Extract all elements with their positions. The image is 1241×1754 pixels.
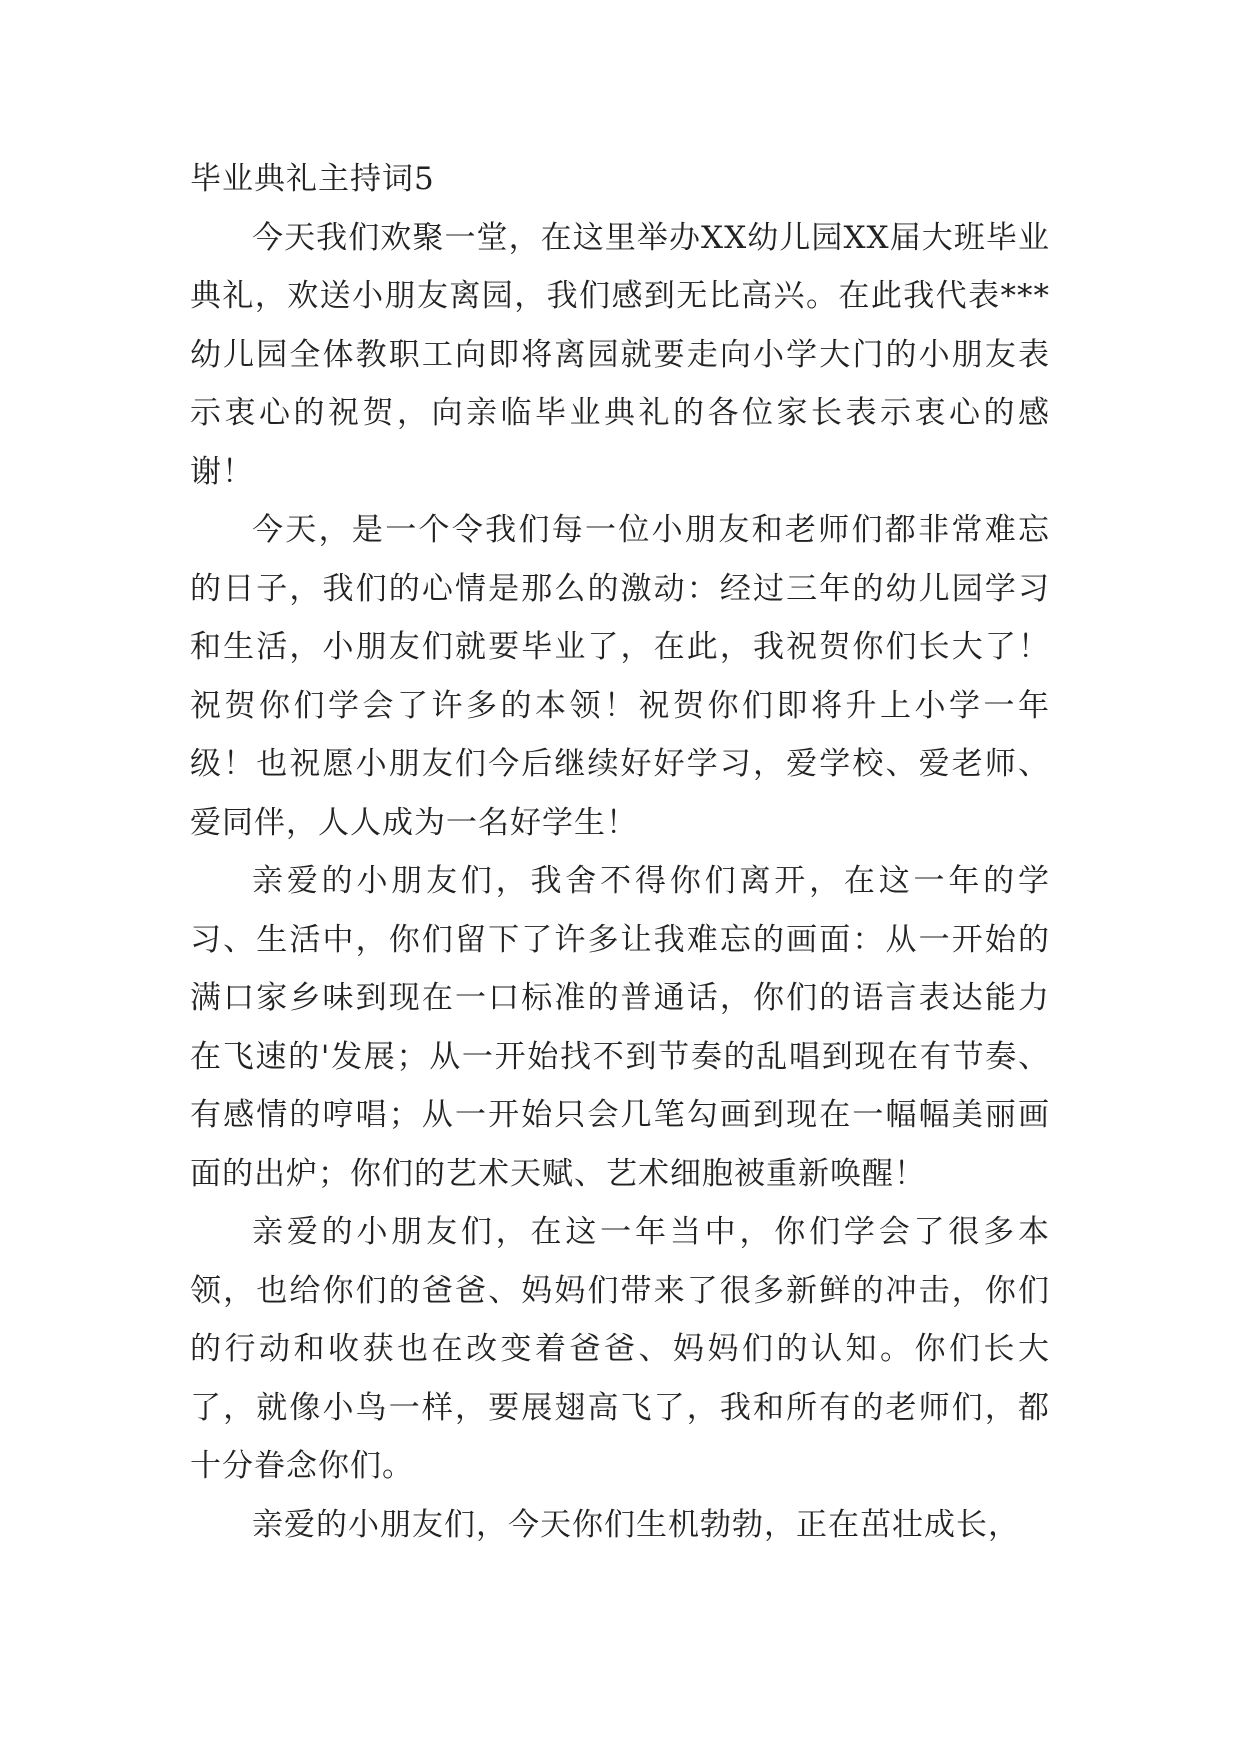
document-title: 毕业典礼主持词5 <box>190 161 435 197</box>
paragraph-1: 今天我们欢聚一堂，在这里举办XX幼儿园XX届大班毕业典礼，欢送小朋友离园，我们感到无比高兴。在此我代表***幼儿园全体教职工向即将离园就要走向小学大门的小朋友表示衷心的祝贺，向亲临毕业典礼的各位家长表示衷心的感谢！ <box>190 219 1050 490</box>
paragraph-3: 亲爱的小朋友们，我舍不得你们离开，在这一年的学习、生活中，你们留下了许多让我难忘的画面：从一开始的满口家乡味到现在一口标准的普通话，你们的语言表达能力在飞速的'发展；从一开始找不到节奏的乱唱到现在有节奏、有感情的哼唱；从一开始只会几笔勾画到现在一幅幅美丽画面的出炉；你们的艺术天赋、艺术细胞被重新唤醒！ <box>190 863 1050 1192</box>
document-body <box>190 150 1050 1554</box>
paragraph-4: 亲爱的小朋友们，在这一年当中，你们学会了很多本领，也给你们的爸爸、妈妈们带来了很多新鲜的冲击，你们的行动和收获也在改变着爸爸、妈妈们的认知。你们长大了，就像小鸟一样，要展翅高飞了，我和所有的老师们，都十分眷念你们。 <box>190 1214 1050 1484</box>
paragraph-2: 今天，是一个令我们每一位小朋友和老师们都非常难忘的日子，我们的心情是那么的激动：经过三年的幼儿园学习和生活，小朋友们就要毕业了，在此，我祝贺你们长大了！祝贺你们学会了许多的本领！祝贺你们即将升上小学一年级！也祝愿小朋友们今后继续好好学习，爱学校、爱老师、爱同伴，人人成为一名好学生！ <box>190 512 1050 841</box>
paragraph-5: 亲爱的小朋友们，今天你们生机勃勃，正在茁壮成长， <box>252 1506 1020 1543</box>
